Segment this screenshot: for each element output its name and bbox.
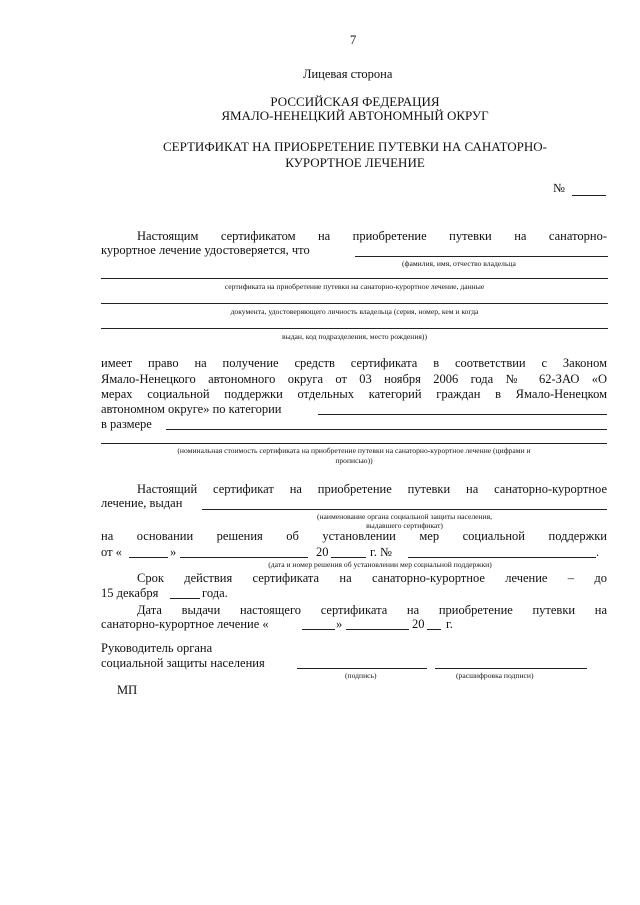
owner-hint1: (фамилия, имя, отчество владельца bbox=[402, 259, 516, 268]
amount-field-2[interactable] bbox=[101, 443, 607, 444]
validity-line1: Срок действия сертификата на санаторно-курортное лечение – до bbox=[137, 571, 607, 585]
category-field[interactable] bbox=[318, 414, 607, 415]
owner-name-field[interactable] bbox=[355, 256, 608, 257]
signature-title-line1: Руководитель органа bbox=[101, 641, 213, 655]
rights-line2: Ямало-Ненецкого автономного округа от 03 ноября 2006 года № 62-ЗАО «О bbox=[101, 372, 607, 386]
issuer-hint2: выдавшего сертификат) bbox=[366, 521, 443, 530]
signature-decode-field[interactable] bbox=[435, 668, 587, 669]
signature-field[interactable] bbox=[297, 668, 427, 669]
issue-day-field[interactable] bbox=[302, 629, 335, 630]
issue-day-close: » bbox=[336, 617, 343, 631]
decision-day-close: » bbox=[170, 545, 177, 559]
owner-text-line2: курортное лечение удостоверяется, что bbox=[101, 243, 310, 257]
owner-data-field-3[interactable] bbox=[101, 328, 608, 329]
decision-year-label: 20 bbox=[316, 545, 329, 559]
amount-hint2: прописью)) bbox=[335, 456, 373, 465]
owner-hint2: сертификата на приобретение путевки на санаторно-курортное лечение, данные bbox=[224, 282, 485, 291]
header-region: ЯМАЛО-НЕНЕЦКИЙ АВТОНОМНЫЙ ОКРУГ bbox=[221, 108, 489, 123]
decision-month-field[interactable] bbox=[180, 557, 308, 558]
owner-hint4: выдан, код подразделения, место рождения)) bbox=[282, 332, 427, 341]
decision-number-field[interactable] bbox=[408, 557, 596, 558]
stamp-label: МП bbox=[117, 683, 138, 697]
certificate-title-line1: СЕРТИФИКАТ НА ПРИОБРЕТЕНИЕ ПУТЕВКИ НА САНАТОРНО- bbox=[162, 139, 548, 154]
owner-text-line1: Настоящим сертификатом на приобретение путевки на санаторно- bbox=[137, 229, 607, 243]
decision-end-dot: . bbox=[596, 545, 600, 559]
rights-line5: в размере bbox=[101, 417, 152, 431]
issued-line2: лечение, выдан bbox=[101, 496, 183, 510]
decision-day-field[interactable] bbox=[129, 557, 168, 558]
issuer-field[interactable] bbox=[202, 509, 607, 510]
decision-year-field[interactable] bbox=[331, 557, 366, 558]
number-field[interactable] bbox=[572, 195, 606, 196]
issue-year-field[interactable] bbox=[427, 629, 441, 630]
certificate-title-line2: КУРОРТНОЕ ЛЕЧЕНИЕ bbox=[285, 155, 425, 170]
signature-hint: (подпись) bbox=[345, 671, 377, 680]
owner-data-field-2[interactable] bbox=[101, 303, 608, 304]
owner-data-field-1[interactable] bbox=[101, 278, 608, 279]
amount-field-1[interactable] bbox=[166, 429, 607, 430]
rights-line3: мерах социальной поддержки отдельных категорий граждан в Ямало-Ненецком bbox=[101, 387, 607, 401]
header-country: РОССИЙСКАЯ ФЕДЕРАЦИЯ bbox=[270, 94, 440, 109]
issue-date-line1: Дата выдачи настоящего сертификата на приобретение путевки на bbox=[137, 603, 607, 617]
rights-line4: автономном округе» по категории bbox=[101, 402, 282, 416]
issued-line1: Настоящий сертификат на приобретение путевки на санаторно-курортное bbox=[137, 482, 607, 496]
rights-line1: имеет право на получение средств сертификата в соответствии с Законом bbox=[101, 356, 607, 370]
issued-line3: на основании решения об установлении мер социальной поддержки bbox=[101, 529, 607, 543]
signature-title-line2: социальной защиты населения bbox=[101, 656, 265, 670]
number-label: № bbox=[553, 181, 565, 195]
decision-number-label: г. № bbox=[370, 545, 392, 559]
page-number: 7 bbox=[350, 33, 357, 47]
validity-line2-suffix: года. bbox=[202, 586, 228, 600]
issue-year-label: 20 bbox=[412, 617, 425, 631]
owner-hint3: документа, удостоверяющего личность владельца (серия, номер, кем и когда bbox=[230, 307, 479, 316]
issue-date-prefix: санаторно-курортное лечение « bbox=[101, 617, 269, 631]
side-label: Лицевая сторона bbox=[303, 67, 393, 81]
decision-hint: (дата и номер решения об установлении мер социальной поддержки) bbox=[268, 560, 492, 569]
amount-hint1: (номинальная стоимость сертификата на приобретение путевки на санаторно-курортное лечение (цифрами и bbox=[177, 446, 531, 455]
issuer-hint1: (наименование органа социальной защиты населения, bbox=[316, 512, 493, 521]
validity-line2-prefix: 15 декабря bbox=[101, 586, 159, 600]
issue-month-field[interactable] bbox=[346, 629, 409, 630]
signature-decode-hint: (расшифровка подписи) bbox=[456, 671, 534, 680]
decision-from-label: от « bbox=[101, 545, 122, 559]
issue-year-suffix: г. bbox=[446, 617, 453, 631]
validity-year-field[interactable] bbox=[170, 598, 200, 599]
